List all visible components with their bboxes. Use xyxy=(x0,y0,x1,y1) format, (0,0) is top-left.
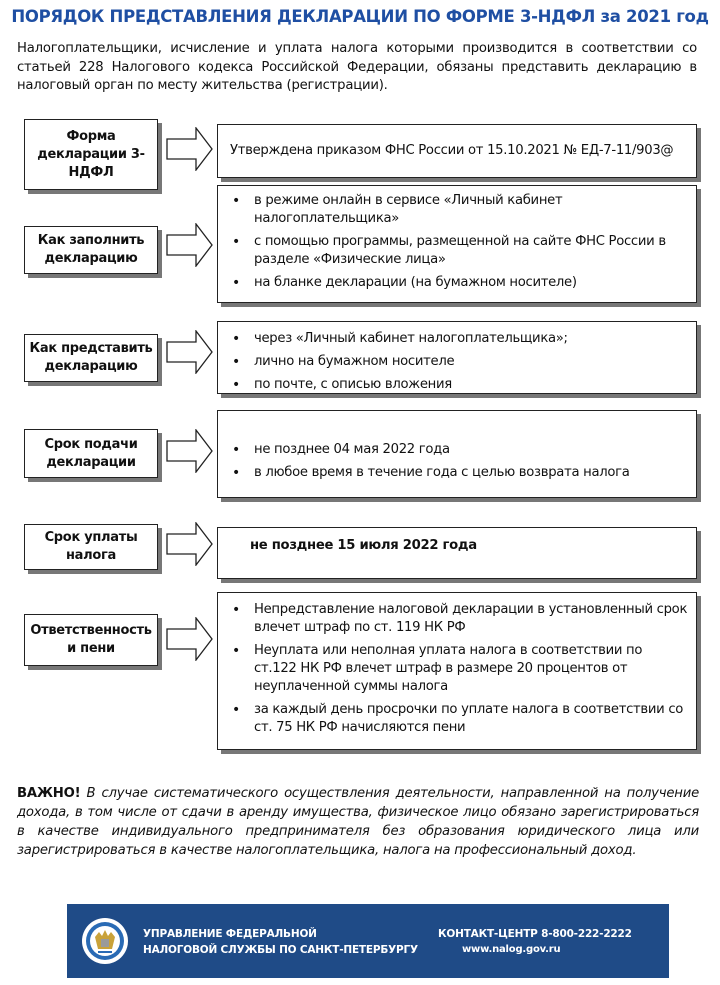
fns-emblem-icon xyxy=(81,917,129,965)
list-item: • не позднее 04 мая 2022 года xyxy=(232,441,688,459)
list-item: • лично на бумажном носителе xyxy=(232,353,688,371)
page-title: ПОРЯДОК ПРЕДСТАВЛЕНИЯ ДЕКЛАРАЦИИ ПО ФОРМЕ 3-НДФЛ за 2021 год xyxy=(11,7,709,26)
list-item: • за каждый день просрочки по уплате налога в соответствии со ст. 75 НК РФ начисляются пени xyxy=(232,701,688,737)
list-item: • Непредставление налоговой декларации в установленный срок влечет штраф по ст. 119 НК РФ xyxy=(232,601,688,637)
list-item: • в режиме онлайн в сервисе «Личный кабинет налогоплательщика» xyxy=(232,192,688,228)
list-item: • в любое время в течение года с целью возврата налога xyxy=(232,464,688,482)
row-label-payment: Срок уплаты налога xyxy=(24,524,158,570)
arrow-right-icon xyxy=(166,617,214,661)
footer-org: УПРАВЛЕНИЕ ФЕДЕРАЛЬНОЙ НАЛОГОВОЙ СЛУЖБЫ ПО САНКТ-ПЕТЕРБУРГУ xyxy=(143,928,418,956)
row-label-deadline: Срок подачи декларации xyxy=(24,429,158,478)
arrow-right-icon xyxy=(166,330,214,374)
intro-paragraph: Налогоплательщики, исчисление и уплата налога которыми производится в соответствии со статьей 228 Налогового кодекса Российской Федерации, обязаны представить декларацию в налоговый орган по месту жительства (регистрации). xyxy=(17,41,697,93)
row-content-liability xyxy=(217,592,697,750)
row-label-liability: Ответственность и пени xyxy=(24,614,158,666)
footer-contact: КОНТАКТ-ЦЕНТР 8-800-222-2222 www.nalog.gov.ru xyxy=(438,926,632,958)
important-lead: ВАЖНО! xyxy=(17,786,81,801)
important-note xyxy=(17,784,699,860)
row-label-form: Форма декларации 3-НДФЛ xyxy=(24,119,158,190)
list-item: • с помощью программы, размещенной на сайте ФНС России в разделе «Физические лица» xyxy=(232,233,688,269)
arrow-right-icon xyxy=(166,429,214,473)
arrow-right-icon xyxy=(166,127,214,171)
row-content-payment: не позднее 15 июля 2022 года xyxy=(217,527,697,579)
row-label-fill: Как заполнить декларацию xyxy=(24,226,158,274)
list-item: • по почте, с описью вложения xyxy=(232,376,688,394)
list-item: • через «Личный кабинет налогоплательщика»; xyxy=(232,330,688,348)
row-content-fill xyxy=(217,185,697,303)
footer-banner xyxy=(67,904,669,978)
footer-site-link[interactable]: www.nalog.gov.ru xyxy=(462,944,561,955)
row-content-form: Утверждена приказом ФНС России от 15.10.2021 № ЕД-7-11/903@ xyxy=(217,124,697,178)
list-item: • на бланке декларации (на бумажном носителе) xyxy=(232,274,688,292)
arrow-right-icon xyxy=(166,223,214,267)
arrow-right-icon xyxy=(166,522,214,566)
list-item: • Неуплата или неполная уплата налога в соответствии по ст.122 НК РФ влечет штраф в размере 20 процентов от неуплаченной суммы налога xyxy=(232,642,688,696)
row-label-submit: Как представить декларацию xyxy=(24,334,158,382)
important-text: В случае систематического осуществления деятельности, направленной на получение дохода, в том числе от сдачи в аренду имущества, физическое лицо обязано зарегистрироваться в качестве индивидуального предпринимателя без образования юридического лица или зарегистрироваться в качестве налогоплательщика, налога на профессиональный доход. xyxy=(17,786,699,858)
row-content-submit xyxy=(217,321,697,394)
row-content-deadline xyxy=(217,410,697,498)
